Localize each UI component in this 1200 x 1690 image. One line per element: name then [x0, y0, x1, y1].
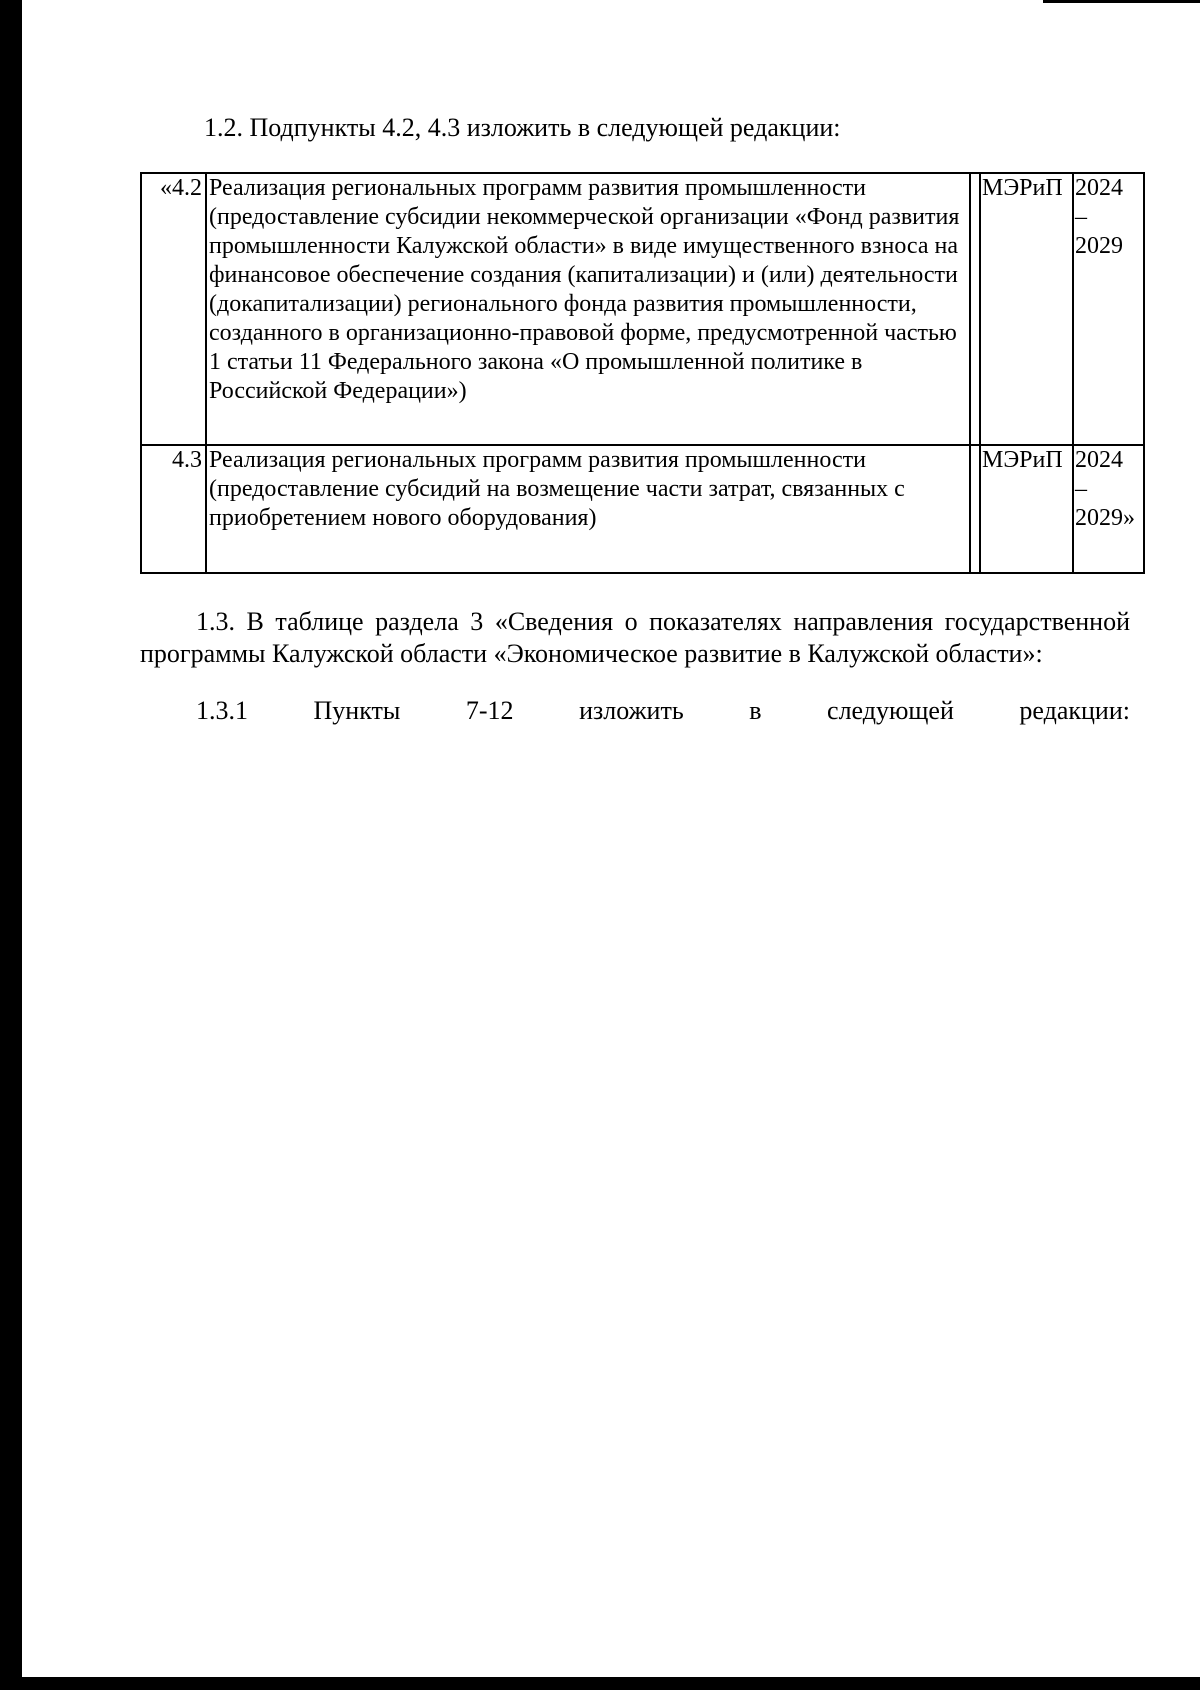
period-end: 2029 [1075, 233, 1123, 259]
divider-cell [970, 173, 980, 445]
section-1-3-1-word: Пункты [313, 696, 401, 725]
scan-left-edge [0, 0, 22, 1690]
row-description: Реализация региональных программ развития промышленности (предоставление субсидии некоммерческой организации «Фонд развития промышленности Калужской области» в виде имущественного взноса на финансовое обеспечение создания (капитализации) и (или) деятельности (докапитализации) регионального фонда развития промышленности, созданного в организационно-правовой форме, предусмотренной частью 1 статьи 11 Федерального закона «О промышленной политике в Российской Федерации») [206, 173, 970, 445]
amendment-table [140, 172, 1145, 574]
section-1-3-1-word: 7-12 [465, 696, 514, 725]
divider-cell [970, 445, 980, 573]
row-period [1073, 173, 1144, 445]
section-1-2-heading: 1.2. Подпункты 4.2, 4.3 изложить в следующей редакции: [204, 113, 841, 142]
scan-top-mark [1043, 0, 1200, 3]
section-1-3-1-word: редакции: [1019, 696, 1130, 725]
row-period [1073, 445, 1144, 573]
period-end: 2029» [1075, 505, 1135, 531]
row-executor: МЭРиП [980, 445, 1073, 573]
period-start: 2024 [1075, 447, 1123, 473]
section-1-3-1-word: в [749, 696, 762, 725]
row-executor: МЭРиП [980, 173, 1073, 445]
period-start: 2024 [1075, 175, 1123, 201]
row-description: Реализация региональных программ развития промышленности (предоставление субсидий на возмещение части затрат, связанных с приобретением нового оборудования) [206, 445, 970, 573]
section-1-3-1-line [196, 695, 1130, 727]
scan-bottom-edge [22, 1677, 1200, 1690]
period-dash: – [1075, 204, 1087, 230]
section-1-3-1-word: 1.3.1 [196, 696, 248, 725]
table-row-4-3 [141, 445, 1144, 573]
period-dash: – [1075, 476, 1087, 502]
section-1-3-1-word: изложить [579, 696, 684, 725]
table-row-4-2 [141, 173, 1144, 445]
section-1-3-1-word: следующей [827, 696, 954, 725]
section-1-3-paragraph: 1.3. В таблице раздела 3 «Сведения о показателях направления государственной программы Калужской области «Экономическое развитие в Калужской области»: [140, 607, 1130, 668]
row-number: 4.3 [141, 445, 206, 573]
row-number: «4.2 [141, 173, 206, 445]
